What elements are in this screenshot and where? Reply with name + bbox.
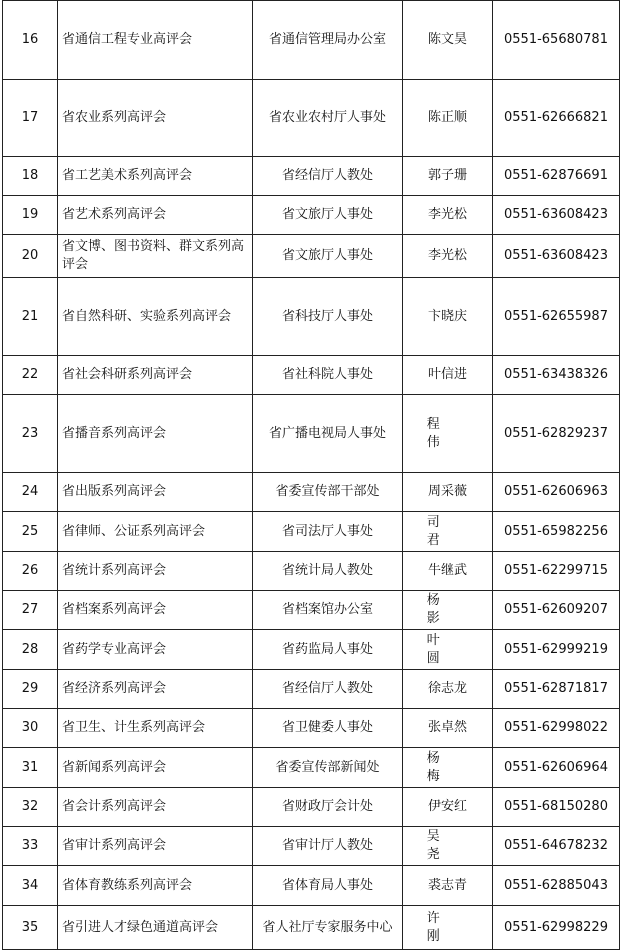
row-number: 24: [3, 473, 58, 512]
contact-unit: 省通信管理局办公室: [253, 1, 403, 80]
contact-phone: 0551-62871817: [493, 670, 620, 709]
table-row: [3, 906, 620, 950]
row-number: 17: [3, 80, 58, 157]
committee-name: 省经济系列高评会: [58, 670, 253, 709]
table-row: [3, 356, 620, 395]
row-number: 28: [3, 630, 58, 670]
contact-unit: 省委宣传部干部处: [253, 473, 403, 512]
contact-person: 李光松: [403, 235, 493, 278]
contact-person: 伊安红: [403, 788, 493, 827]
contact-unit: 省财政厅会计处: [253, 788, 403, 827]
contact-unit: 省司法厅人事处: [253, 512, 403, 552]
table-row: [3, 630, 620, 670]
contact-phone: 0551-65982256: [493, 512, 620, 552]
contact-person: 叶圆: [403, 630, 493, 670]
contact-unit: 省文旅厅人事处: [253, 196, 403, 235]
row-number: 22: [3, 356, 58, 395]
contact-phone: 0551-62998022: [493, 709, 620, 748]
table-row: [3, 80, 620, 157]
contact-phone: 0551-62998229: [493, 906, 620, 950]
contact-person: 周采薇: [403, 473, 493, 512]
table-row: [3, 1, 620, 80]
committee-name: 省农业系列高评会: [58, 80, 253, 157]
committee-name: 省艺术系列高评会: [58, 196, 253, 235]
committee-name: 省通信工程专业高评会: [58, 1, 253, 80]
contact-person: 陈文昊: [403, 1, 493, 80]
contact-person: 陈正顺: [403, 80, 493, 157]
contact-unit: 省统计局人教处: [253, 552, 403, 591]
row-number: 25: [3, 512, 58, 552]
contact-person: 卞晓庆: [403, 278, 493, 356]
contact-unit: 省档案馆办公室: [253, 591, 403, 630]
table-row: [3, 827, 620, 866]
committee-name: 省会计系列高评会: [58, 788, 253, 827]
contact-person: 张卓然: [403, 709, 493, 748]
row-number: 33: [3, 827, 58, 866]
contact-unit: 省卫健委人事处: [253, 709, 403, 748]
committee-name: 省文博、图书资料、群文系列高评会: [58, 235, 253, 278]
row-number: 18: [3, 157, 58, 196]
contact-phone: 0551-65680781: [493, 1, 620, 80]
contact-unit: 省经信厅人教处: [253, 157, 403, 196]
contact-unit: 省社科院人事处: [253, 356, 403, 395]
contact-phone: 0551-62606963: [493, 473, 620, 512]
committee-name: 省工艺美术系列高评会: [58, 157, 253, 196]
contact-unit: 省农业农村厅人事处: [253, 80, 403, 157]
contact-phone: 0551-62885043: [493, 866, 620, 906]
row-number: 29: [3, 670, 58, 709]
contact-unit: 省广播电视局人事处: [253, 395, 403, 473]
committee-name: 省统计系列高评会: [58, 552, 253, 591]
committee-name: 省自然科研、实验系列高评会: [58, 278, 253, 356]
row-number: 26: [3, 552, 58, 591]
contact-phone: 0551-62609207: [493, 591, 620, 630]
contact-phone: 0551-62829237: [493, 395, 620, 473]
table-row: [3, 552, 620, 591]
row-number: 20: [3, 235, 58, 278]
contact-person: 叶信进: [403, 356, 493, 395]
contact-person: 徐志龙: [403, 670, 493, 709]
row-number: 21: [3, 278, 58, 356]
committee-name: 省档案系列高评会: [58, 591, 253, 630]
contact-phone: 0551-62655987: [493, 278, 620, 356]
table-row: [3, 670, 620, 709]
contact-phone: 0551-63608423: [493, 196, 620, 235]
contact-person: 杨梅: [403, 748, 493, 788]
contact-person: 裘志青: [403, 866, 493, 906]
contact-phone: 0551-64678232: [493, 827, 620, 866]
table-row: [3, 709, 620, 748]
table-row: [3, 395, 620, 473]
contact-phone: 0551-62999219: [493, 630, 620, 670]
contact-person: 郭子珊: [403, 157, 493, 196]
table-row: [3, 157, 620, 196]
contact-unit: 省药监局人事处: [253, 630, 403, 670]
row-number: 32: [3, 788, 58, 827]
table-row: [3, 788, 620, 827]
row-number: 16: [3, 1, 58, 80]
contact-unit: 省体育局人事处: [253, 866, 403, 906]
row-number: 27: [3, 591, 58, 630]
contact-person: 司君: [403, 512, 493, 552]
table-row: [3, 512, 620, 552]
committee-name: 省出版系列高评会: [58, 473, 253, 512]
evaluation-committee-table: [2, 0, 620, 950]
contact-unit: 省科技厅人事处: [253, 278, 403, 356]
contact-person: 许刚: [403, 906, 493, 950]
committee-name: 省播音系列高评会: [58, 395, 253, 473]
contact-phone: 0551-63438326: [493, 356, 620, 395]
contact-phone: 0551-68150280: [493, 788, 620, 827]
committee-name: 省引进人才绿色通道高评会: [58, 906, 253, 950]
contact-phone: 0551-62876691: [493, 157, 620, 196]
contact-person: 程伟: [403, 395, 493, 473]
contact-unit: 省人社厅专家服务中心: [253, 906, 403, 950]
committee-name: 省药学专业高评会: [58, 630, 253, 670]
committee-name: 省卫生、计生系列高评会: [58, 709, 253, 748]
row-number: 31: [3, 748, 58, 788]
contact-unit: 省文旅厅人事处: [253, 235, 403, 278]
row-number: 30: [3, 709, 58, 748]
contact-phone: 0551-62666821: [493, 80, 620, 157]
contact-unit: 省审计厅人教处: [253, 827, 403, 866]
committee-name: 省体育教练系列高评会: [58, 866, 253, 906]
contact-person: 牛继武: [403, 552, 493, 591]
table-row: [3, 196, 620, 235]
row-number: 34: [3, 866, 58, 906]
table-row: [3, 473, 620, 512]
table-row: [3, 278, 620, 356]
committee-name: 省新闻系列高评会: [58, 748, 253, 788]
table-row: [3, 235, 620, 278]
row-number: 35: [3, 906, 58, 950]
contact-person: 李光松: [403, 196, 493, 235]
committee-name: 省审计系列高评会: [58, 827, 253, 866]
contact-unit: 省经信厅人教处: [253, 670, 403, 709]
contact-unit: 省委宣传部新闻处: [253, 748, 403, 788]
table-row: [3, 748, 620, 788]
row-number: 23: [3, 395, 58, 473]
contact-phone: 0551-62299715: [493, 552, 620, 591]
contact-person: 吴尧: [403, 827, 493, 866]
table-row: [3, 866, 620, 906]
contact-phone: 0551-63608423: [493, 235, 620, 278]
committee-name: 省律师、公证系列高评会: [58, 512, 253, 552]
contact-phone: 0551-62606964: [493, 748, 620, 788]
row-number: 19: [3, 196, 58, 235]
table-row: [3, 591, 620, 630]
contact-person: 杨影: [403, 591, 493, 630]
committee-name: 省社会科研系列高评会: [58, 356, 253, 395]
